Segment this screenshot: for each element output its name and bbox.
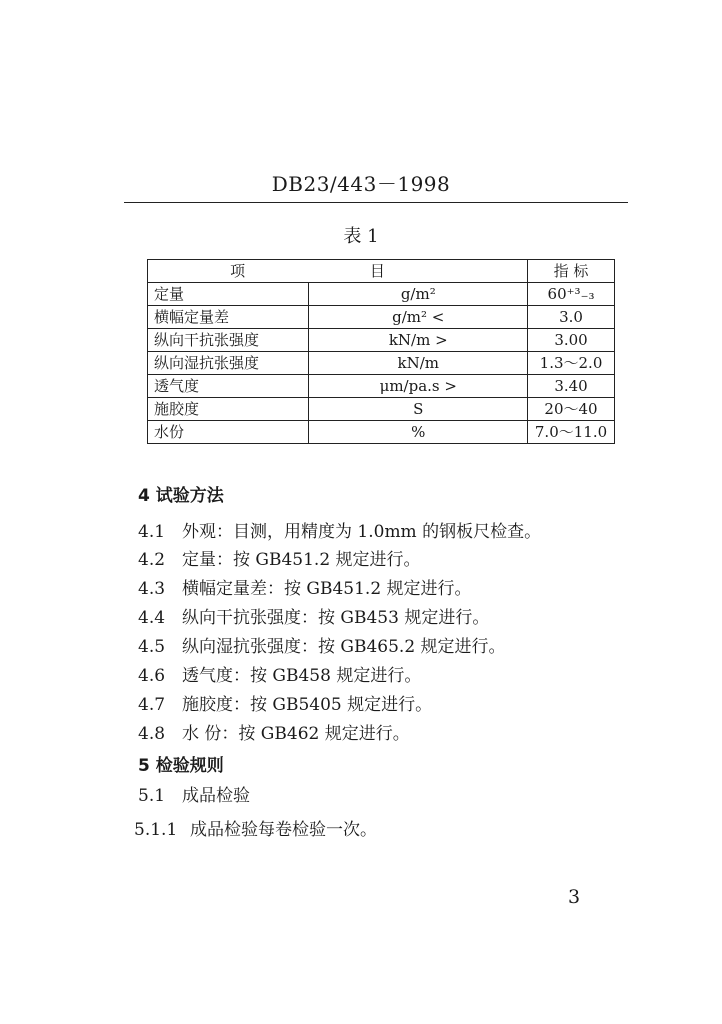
cell-item: 定量 — [148, 283, 309, 306]
cell-unit: g/m² < — [309, 306, 528, 329]
cell-value: 3.40 — [528, 375, 615, 398]
clause-4-4 — [138, 603, 489, 628]
clause-number: 4.7 — [138, 695, 166, 715]
clause-4-6 — [138, 661, 421, 686]
clause-text: 横幅定量差：按 GB451.2 规定进行。 — [182, 579, 472, 599]
cell-value: 7.0～11.0 — [528, 421, 615, 444]
table-row — [148, 352, 615, 375]
clause-4-1 — [138, 517, 541, 542]
cell-item: 水份 — [148, 421, 309, 444]
table-row — [148, 421, 615, 444]
cell-value: 20～40 — [528, 398, 615, 421]
cell-unit: kN/m — [309, 352, 528, 375]
cell-value: 3.00 — [528, 329, 615, 352]
column-header-item: 项 目 — [148, 260, 528, 283]
page-number: 3 — [568, 886, 581, 908]
cell-item: 纵向干抗张强度 — [148, 329, 309, 352]
clause-4-3 — [138, 574, 472, 599]
table-row — [148, 283, 615, 306]
clause-text: 定量：按 GB451.2 规定进行。 — [182, 550, 421, 570]
section-4-heading: 4 试验方法 — [138, 486, 224, 506]
clause-4-7 — [138, 690, 432, 715]
cell-value: 60⁺³₋₃ — [528, 283, 615, 306]
clause-text: 成品检验 — [182, 786, 250, 806]
table-row — [148, 375, 615, 398]
clause-text: 纵向湿抗张强度：按 GB465.2 规定进行。 — [182, 637, 506, 657]
clause-number: 4.2 — [138, 550, 166, 570]
clause-4-5 — [138, 632, 506, 657]
clause-number: 4.5 — [138, 637, 166, 657]
clause-number: 5.1.1 — [134, 820, 178, 840]
clause-text: 成品检验每卷检验一次。 — [190, 820, 377, 840]
clause-text: 纵向干抗张强度：按 GB453 规定进行。 — [182, 608, 490, 628]
section-5-heading: 5 检验规则 — [138, 756, 224, 776]
cell-value: 3.0 — [528, 306, 615, 329]
clause-text: 水 份：按 GB462 规定进行。 — [182, 724, 410, 744]
cell-unit: % — [309, 421, 528, 444]
clause-number: 4.6 — [138, 666, 166, 686]
clause-number: 4.8 — [138, 724, 166, 744]
clause-number: 4.4 — [138, 608, 166, 628]
table-row — [148, 306, 615, 329]
clause-5-1 — [138, 781, 250, 806]
clause-5-1-1 — [134, 815, 377, 840]
clause-4-2 — [138, 545, 421, 570]
clause-text: 施胶度：按 GB5405 规定进行。 — [182, 695, 433, 715]
clause-text: 外观：目测，用精度为 1.0mm 的钢板尺检查。 — [182, 522, 542, 542]
spec-table — [147, 259, 615, 444]
cell-unit: S — [309, 398, 528, 421]
clause-4-8 — [138, 719, 410, 744]
cell-unit: μm/pa.s > — [309, 375, 528, 398]
document-code: DB23/443－1998 — [271, 172, 451, 196]
header-divider — [124, 202, 628, 203]
clause-number: 4.3 — [138, 579, 166, 599]
clause-text: 透气度：按 GB458 规定进行。 — [182, 666, 422, 686]
cell-unit: kN/m > — [309, 329, 528, 352]
table-row — [148, 329, 615, 352]
cell-item: 纵向湿抗张强度 — [148, 352, 309, 375]
cell-item: 施胶度 — [148, 398, 309, 421]
clause-number: 5.1 — [138, 786, 166, 806]
column-header-value: 指 标 — [528, 260, 615, 283]
cell-item: 横幅定量差 — [148, 306, 309, 329]
table-caption: 表 1 — [343, 226, 379, 247]
cell-value: 1.3～2.0 — [528, 352, 615, 375]
table-header-row — [148, 260, 615, 283]
cell-unit: g/m² — [309, 283, 528, 306]
cell-item: 透气度 — [148, 375, 309, 398]
table-row — [148, 398, 615, 421]
clause-number: 4.1 — [138, 522, 166, 542]
